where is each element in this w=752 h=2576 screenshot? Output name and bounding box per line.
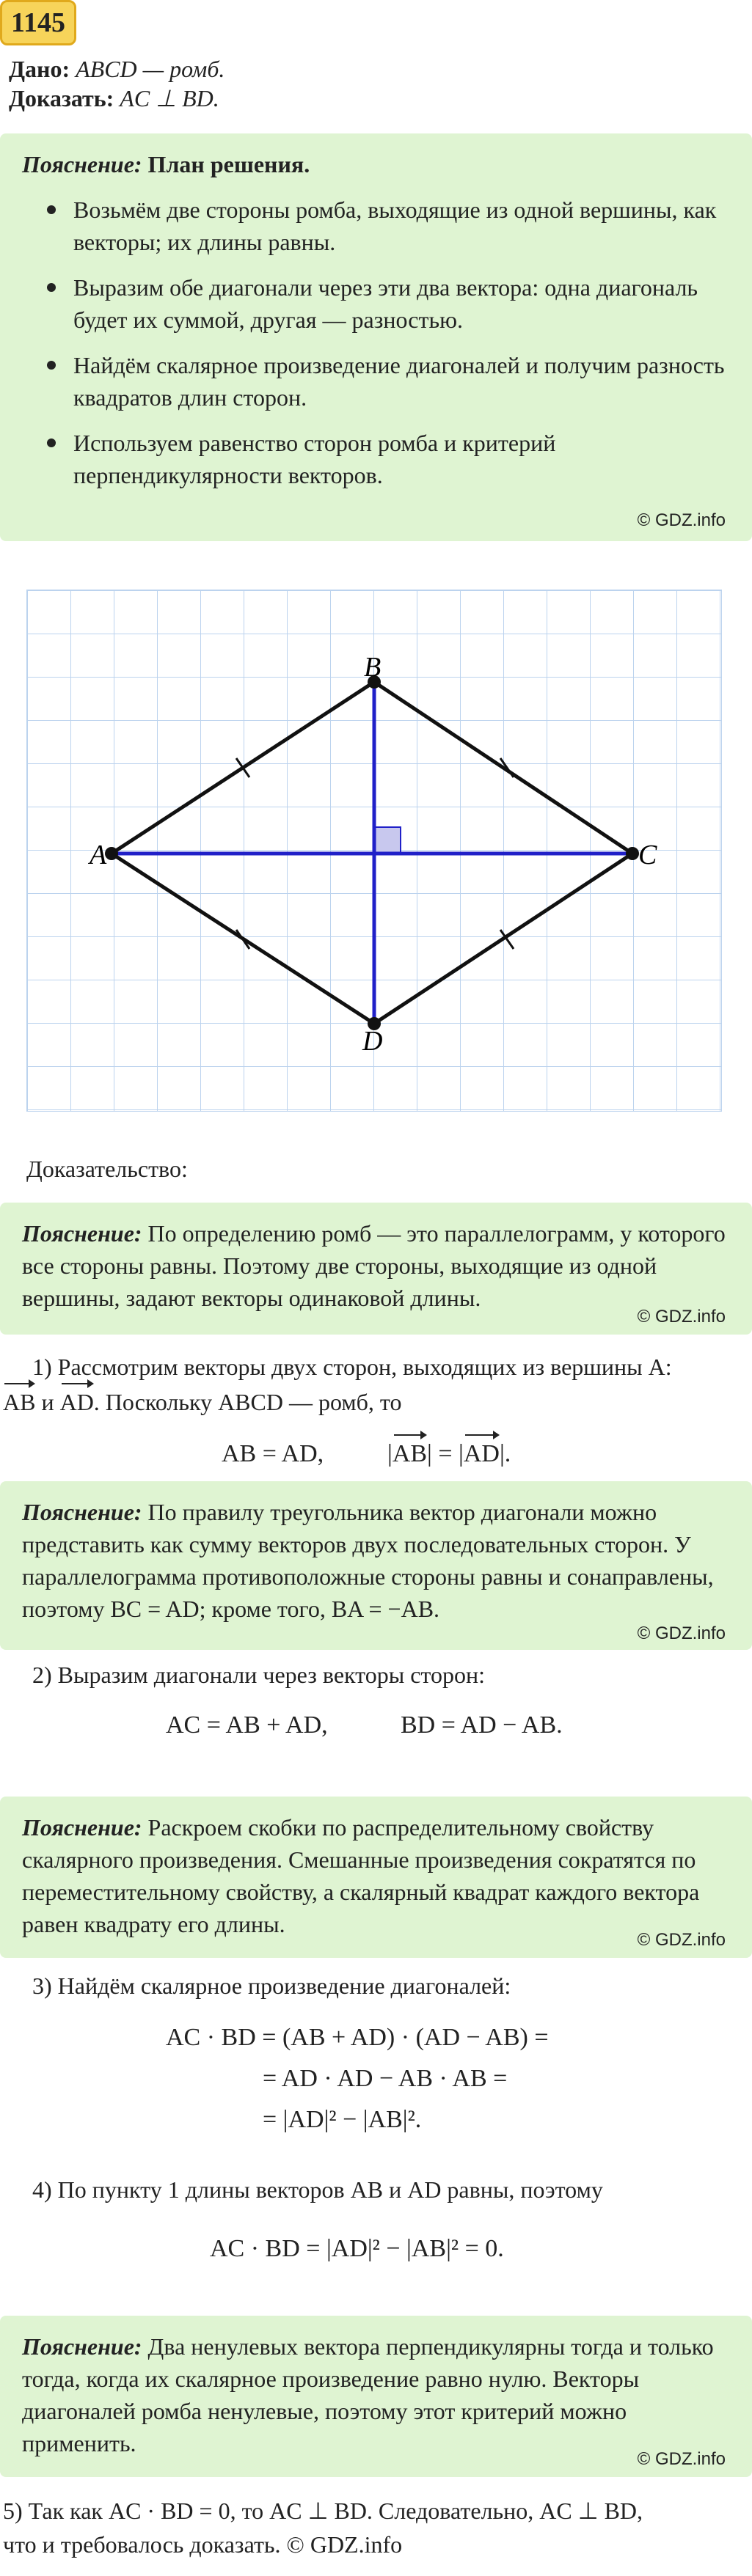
step-3-text: 3) Найдём скалярное произведение диагоналей: bbox=[32, 1973, 511, 1999]
formula-3-line-3: = |AD|² − |AB|². bbox=[263, 2106, 422, 2133]
label-c: C bbox=[638, 840, 657, 870]
plan-copyright: © GDZ.info bbox=[637, 510, 726, 530]
note-2-text bbox=[22, 1496, 729, 1625]
formula-3-line-2: = AD · AD − AB · AB = bbox=[263, 2065, 508, 2092]
note-2-key: Пояснение: bbox=[22, 1499, 142, 1525]
given-text: ABCD — ромб. bbox=[70, 56, 225, 82]
vector-ab: AB bbox=[3, 1386, 35, 1418]
step-5-line-2: что и требовалось доказать. © GDZ.info bbox=[3, 2531, 403, 2558]
text-rest: . Поскольку ABCD — ромб, то bbox=[93, 1389, 402, 1415]
text-and: и bbox=[35, 1389, 60, 1415]
plan-title-rest: План решения. bbox=[142, 151, 310, 177]
formula-1-left: AB = AD, bbox=[222, 1440, 324, 1467]
prove-text: AC ⊥ BD. bbox=[114, 85, 219, 111]
given-label: Дано: bbox=[9, 56, 70, 82]
step-1-line-1: 1) Рассмотрим векторы двух сторон, выходящих из вершины A: bbox=[32, 1354, 672, 1380]
rhombus-figure bbox=[0, 0, 752, 1173]
task-number-badge: 1145 bbox=[0, 0, 76, 45]
note-1-body: По определению ромб — это параллелограмм, у которого все стороны равны. Поэтому две стороны, выходящие из одной вершины, задают векторы одинаковой длины. bbox=[22, 1220, 726, 1311]
formula-3-line-1: AC · BD = (AB + AD) · (AD − AB) = bbox=[166, 2024, 549, 2051]
tick-da bbox=[236, 930, 249, 949]
note-2-body: По правилу треугольника вектор диагонали можно представить как сумму векторов двух последовательных сторон. У параллелограмма противоположные стороны равны и сонаправлены, поэтому BC = AD; кроме того, BA = −AB. bbox=[22, 1499, 714, 1622]
step-5-line-1: 5) Так как AC · BD = 0, то AC ⊥ BD. Следовательно, AC ⊥ BD, bbox=[3, 2498, 643, 2524]
note-box-4 bbox=[0, 2316, 752, 2477]
formula-2-ac: AC = AB + AD, bbox=[166, 1711, 328, 1739]
step-2-text: 2) Выразим диагонали через векторы сторон: bbox=[32, 1662, 485, 1688]
formula-4: AC · BD = |AD|² − |AB|² = 0. bbox=[210, 2235, 504, 2262]
note-1-text bbox=[22, 1217, 729, 1314]
note-box-3 bbox=[0, 1797, 752, 1958]
point-a bbox=[105, 847, 118, 860]
note-3-key: Пояснение: bbox=[22, 1814, 142, 1841]
formula-2-bd: BD = AD − AB. bbox=[401, 1711, 563, 1739]
note-3-copyright: © GDZ.info bbox=[637, 1930, 726, 1950]
plan-bullet-text: Используем равенство сторон ромба и критерий перпендикулярности векторов. bbox=[73, 430, 556, 488]
abs-open: | bbox=[387, 1440, 393, 1467]
abs-close: |. bbox=[499, 1440, 511, 1467]
plan-title-key: Пояснение: bbox=[22, 151, 142, 177]
prove-label: Доказать: bbox=[9, 85, 114, 111]
note-3-text bbox=[22, 1811, 729, 1940]
vector-ad: AD bbox=[464, 1437, 500, 1471]
right-angle-mark bbox=[374, 827, 401, 854]
note-4-key: Пояснение: bbox=[22, 2333, 142, 2360]
note-4-copyright: © GDZ.info bbox=[637, 2449, 726, 2469]
note-box-2 bbox=[0, 1481, 752, 1650]
label-b: B bbox=[364, 652, 382, 683]
note-box-1 bbox=[0, 1203, 752, 1335]
note-2-copyright: © GDZ.info bbox=[637, 1623, 726, 1643]
note-3-body: Раскроем скобки по распределительному свойству скалярного произведения. Смешанные произведения сократятся по переместительному свойству, а скалярный квадрат каждого вектора равен квадрату его длины. bbox=[22, 1814, 700, 1937]
proof-heading: Доказательство: bbox=[26, 1156, 188, 1182]
point-c bbox=[626, 847, 639, 860]
note-1-copyright: © GDZ.info bbox=[637, 1307, 726, 1326]
plan-bullet-text: Выразим обе диагонали через эти два вектора: одна диагональ будет их суммой, другая — разностью. bbox=[73, 274, 698, 333]
note-1-key: Пояснение: bbox=[22, 1220, 142, 1247]
tick-ab bbox=[236, 758, 249, 777]
plan-bullet-text: Найдём скалярное произведение диагоналей и получим разность квадратов длин сторон. bbox=[73, 352, 725, 411]
note-4-text bbox=[22, 2330, 729, 2459]
step-4-text: 4) По пункту 1 длины векторов AB и AD равны, поэтому bbox=[32, 2176, 603, 2203]
plan-bullet-text: Возьмём две стороны ромба, выходящие из одной вершины, как векторы; их длины равны. bbox=[73, 197, 717, 255]
abs-mid: | = | bbox=[427, 1440, 464, 1467]
vector-ab: AB bbox=[393, 1437, 427, 1471]
formula-1-right bbox=[387, 1437, 511, 1471]
label-a: A bbox=[90, 840, 107, 870]
label-d: D bbox=[362, 1026, 383, 1057]
note-4-body: Два ненулевых вектора перпендикулярны тогда и только тогда, когда их скалярное произведение равно нулю. Векторы диагоналей ромба ненулевые, поэтому этот критерий можно применить. bbox=[22, 2333, 714, 2456]
step-1-line-2 bbox=[3, 1386, 401, 1418]
vector-ad: AD bbox=[60, 1386, 94, 1418]
